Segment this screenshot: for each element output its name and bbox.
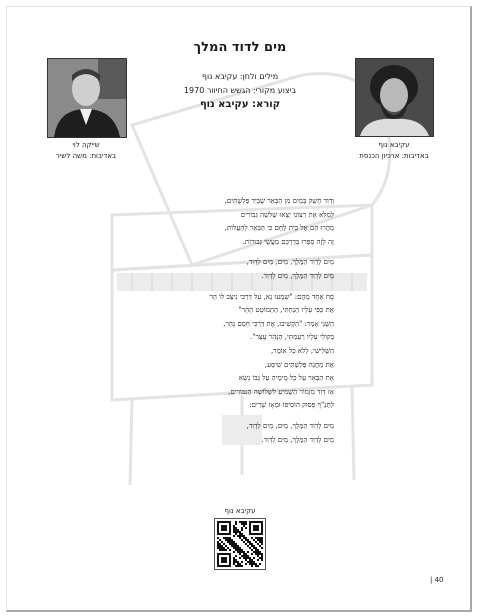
lyric-line: לְתַנַ"ךְ פָּסוּק הוֹסִיפוּ וּמְאָז שָׁרִים: [249,401,334,410]
song-lyrics [188,195,334,447]
lyric-line: הַשְּׁלִישִׁי, לְלֹא כָּל אוֹמֶר, [270,346,334,355]
lyric-line: אֶת כַּפִּי עָלָיו הֵנַחְתִּי, הַתְמוֹטֵט הָהָר" [238,306,334,315]
lyric-line: הַשֵּׁנִי אָמַר: "הַקְשִׁיבוּ, אֶת דַּרְכִּי חָסַם נָהָר, [223,319,334,328]
lyric-line: מַיִם לְדָוִד הַמֶּלֶךְ, מַיִם, מַיִם לְדָוִד, [246,421,334,430]
photo-shaike-levi [47,58,127,138]
stanza-gap [188,249,334,256]
original-performance-credit: ביצוע מקורי: הגשש החיוור 1970 [183,86,297,95]
qr-code[interactable] [214,518,266,570]
photo-left-name: שייקה לוי [72,141,100,149]
qr-code-graphic [215,519,265,569]
reader-credit: קורא: עקיבא נוף [199,99,281,110]
lyric-line: אֶת מַחֲנֵה פְּלִשְׁתִּים שִׁיסַּע, [264,360,334,369]
lyric-line: אֶת הַבְּאֵר עַל כָּל מֵימֶיהָ עַל גַּבּוֹ נָשָׂא [238,374,334,383]
photo-left-credit: באדיבות: משה לשיר [55,152,117,160]
portrait-image [356,59,433,136]
lyric-line: בְּקוֹלִי עָלָיו רָעַמְתִּי, הַנָּהָר עָצַר". [250,333,334,342]
lyric-line: מַיִם לְדָוִד הַמֶּלֶךְ, מַיִם לְדָוִד. [261,271,334,280]
stanza-gap [188,413,334,420]
photo-right-name: עקיבא נוף [378,141,410,149]
page-number: | 40 [430,576,444,584]
photo-akiva-nof [355,58,434,137]
lyric-line: מַהֲרוּ הֵם אֶל בֵּית לֶחֶם כִּי הַבְּאֵר לְהַעֲלוֹת, [224,224,334,233]
song-credits [150,70,330,112]
qr-label: עקיבא נוף [224,507,256,515]
lyric-line: סָח אֶחָד מֵהֶם: "שִׁמְעוּ נָא, עַל דַּרְכִּי נִיצַּב לוֹ הַר [209,292,334,301]
portrait-image [48,59,126,137]
words-music-credit: מילים ולחן: עקיבא נוף [201,72,279,81]
song-title: מים לדוד המלך [193,40,287,55]
photo-left-caption [40,140,132,162]
lyric-line: מַיִם לְדָוִד הַמֶּלֶךְ, מַיִם, מַיִם לְדָוִד, [246,258,334,267]
lyric-line: וְדָוִד חָשַׁק בְּמַיִם מִן הַבְּאֵר שֶׁבְּיַד פְּלִשְׁתִּים, [224,197,334,205]
stanza-gap [188,284,334,291]
lyric-line: מַיִם לְדָוִד הַמֶּלֶךְ, מַיִם לְדָוִד. [261,435,334,444]
photo-right-credit: באדיבות: ארכיון הכנסת [359,152,429,160]
lyric-line: לְמִלֵּא אֶת רְצוֹנוֹ יָצְאוּ שְׁלֹשָׁה גִּבּוֹרִים [240,210,334,219]
lyric-line: זֶה לָזֶה סִפְּרוּ בְּדַרְכָּם מַעֲשֵׂי גְּבוּרוֹת. [242,237,334,246]
lyric-line: אָז דָּוִד מִזְמוֹר הַשְׁמִיעַ לִשְׁלוֹשָׁה הַגִּבּוֹרִים, [228,387,334,396]
photo-right-caption [348,140,440,162]
